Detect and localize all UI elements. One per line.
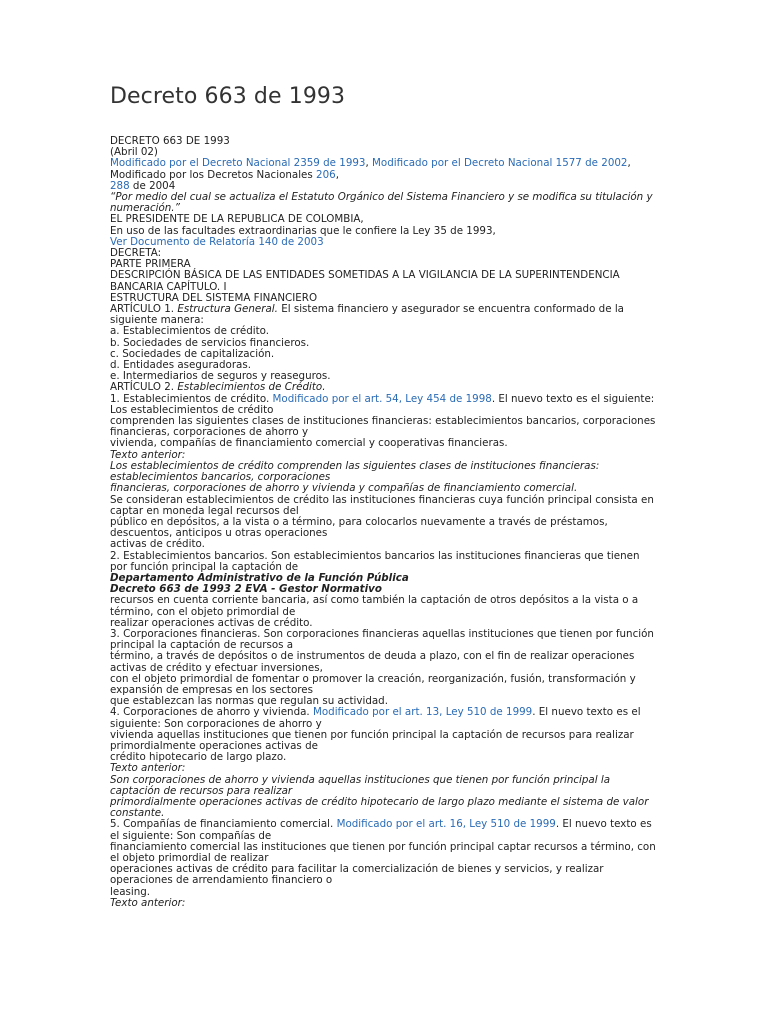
document-link[interactable]: Modificado por el art. 16, Ley 510 de 1999 bbox=[336, 818, 556, 831]
document-line: realizar operaciones activas de crédito. bbox=[110, 616, 313, 629]
document-line: primordialmente operaciones activas de crédito hipotecario de largo plazo mediante el sistema de valor constante. bbox=[110, 795, 649, 820]
document-line: operaciones activas de crédito para facilitar la comercialización de bienes y servicios, y realizar operaciones de arrendamiento financiero o bbox=[110, 863, 604, 887]
line-text: El sistema financiero y asegurador se encuentra conformado de la siguiente manera: bbox=[110, 303, 624, 327]
document-line: a. Establecimientos de crédito. bbox=[110, 325, 270, 338]
document-line: 2. Establecimientos bancarios. Son establecimientos bancarios las instituciones financieras que tienen por función principal la captación de bbox=[110, 549, 640, 573]
document-line: Departamento Administrativo de la Función Pública bbox=[110, 571, 409, 584]
document-line: “Por medio del cual se actualiza el Estatuto Orgánico del Sistema Financiero y se modifica su titulación y numeración.” bbox=[110, 191, 653, 215]
document-line bbox=[110, 707, 658, 729]
document-page bbox=[110, 84, 658, 909]
line-text: . El nuevo texto es el siguiente: Son corporaciones de ahorro y bbox=[110, 706, 641, 730]
document-line: término, a través de depósitos o de instrumentos de deuda a plazo, con el fin de realizar operaciones activas de crédito y efectuar inversiones, bbox=[110, 650, 635, 674]
line-text: de 2004 bbox=[129, 179, 176, 192]
document-line: e. Intermediarios de seguros y reaseguros. bbox=[110, 370, 331, 383]
document-link[interactable]: Ver Documento de Relatoría 140 de 2003 bbox=[110, 235, 324, 248]
document-line bbox=[110, 819, 658, 841]
document-line: Texto anterior: bbox=[110, 896, 186, 909]
document-line: Texto anterior: bbox=[110, 762, 186, 775]
document-line bbox=[110, 237, 658, 248]
document-line: 3. Corporaciones financieras. Son corporaciones financieras aquellas instituciones que tienen por función principal la captación de recursos a bbox=[110, 627, 654, 652]
document-line: b. Sociedades de servicios financieros. bbox=[110, 336, 310, 349]
line-text: . El nuevo texto es el siguiente: Son compañías de bbox=[110, 818, 652, 842]
document-link[interactable]: 206 bbox=[316, 168, 336, 181]
document-line: leasing. bbox=[110, 885, 151, 898]
document-line: Los establecimientos de crédito comprenden las siguientes clases de instituciones financieras: establecimientos bancarios, corporaciones bbox=[110, 459, 600, 484]
document-line: DECRETA: bbox=[110, 247, 162, 260]
document-line bbox=[110, 304, 658, 326]
document-line: DECRETO 663 DE 1993 bbox=[110, 135, 230, 147]
document-line: PARTE PRIMERA bbox=[110, 258, 191, 271]
document-link[interactable]: Modificado por el art. 54, Ley 454 de 1998 bbox=[272, 392, 492, 405]
line-text: 1. Establecimientos de crédito. bbox=[110, 392, 273, 405]
line-text: 5. Compañías de financiamiento comercial. bbox=[110, 818, 337, 831]
document-line: d. Entidades aseguradoras. bbox=[110, 359, 251, 372]
document-link[interactable]: Modificado por el Decreto Nacional 2359 de 1993 bbox=[110, 157, 366, 170]
document-line: vivienda, compañías de financiamiento comercial y cooperativas financieras. bbox=[110, 437, 508, 450]
line-text: , bbox=[365, 157, 373, 170]
document-line bbox=[110, 158, 658, 180]
document-line: c. Sociedades de capitalización. bbox=[110, 347, 275, 360]
document-body bbox=[110, 136, 658, 909]
line-text: Establecimientos de Crédito. bbox=[177, 381, 326, 394]
document-line: crédito hipotecario de largo plazo. bbox=[110, 751, 287, 764]
document-line: con el objeto primordial de fomentar o promover la creación, reorganización, fusión, transformación y expansión de empresas en los sectores bbox=[110, 672, 636, 696]
document-line: Son corporaciones de ahorro y vivienda aquellas instituciones que tienen por función principal la captación de recursos para realizar bbox=[110, 773, 611, 797]
document-link[interactable]: 288 bbox=[110, 179, 130, 192]
document-line: ESTRUCTURA DEL SISTEMA FINANCIERO bbox=[110, 291, 318, 304]
document-line: Se consideran establecimientos de crédito las instituciones financieras cuya función principal consista en captar en moneda legal recursos del bbox=[110, 493, 654, 517]
document-line: activas de crédito. bbox=[110, 538, 205, 551]
document-link[interactable]: Modificado por el art. 13, Ley 510 de 1999 bbox=[312, 706, 533, 719]
page-title: Decreto 663 de 1993 bbox=[110, 84, 346, 109]
document-line bbox=[110, 394, 658, 416]
document-line: financieras, corporaciones de ahorro y vivienda y compañías de financiamiento comercial. bbox=[110, 482, 578, 495]
document-link[interactable]: Modificado por el Decreto Nacional 1577 de 2002 bbox=[372, 157, 628, 170]
document-line: EL PRESIDENTE DE LA REPUBLICA DE COLOMBIA, bbox=[110, 213, 364, 226]
document-line: comprenden las siguientes clases de instituciones financieras: establecimientos bancarios, corporaciones financieras, corporaciones de ahorro y bbox=[110, 415, 656, 439]
line-text: . El nuevo texto es el siguiente: Los establecimientos de crédito bbox=[110, 392, 655, 416]
line-text: Estructura General. bbox=[177, 303, 278, 316]
document-line: financiamiento comercial las instituciones que tienen por función principal captar recursos a término, con el objeto primordial de realizar bbox=[110, 840, 656, 864]
document-line: (Abril 02) bbox=[110, 146, 158, 159]
line-text: ARTÍCULO 2. bbox=[110, 381, 178, 394]
line-text: , Modificado por los Decretos Nacionales bbox=[110, 157, 631, 181]
document-line: que establezcan las normas que regulan su actividad. bbox=[110, 695, 388, 708]
document-line: público en depósitos, a la vista o a término, para colocarlos nuevamente a través de préstamos, descuentos, anticipos u otras operaciones bbox=[110, 515, 608, 540]
line-text: 4. Corporaciones de ahorro y vivienda. bbox=[110, 706, 313, 719]
document-line: Texto anterior: bbox=[110, 448, 186, 461]
document-line: DESCRIPCIÓN BÁSICA DE LAS ENTIDADES SOMETIDAS A LA VIGILANCIA DE LA SUPERINTENDENCIA BANCARIA CAPÍTULO. I bbox=[110, 269, 620, 293]
document-line: Decreto 663 de 1993 2 EVA - Gestor Normativo bbox=[110, 583, 382, 596]
line-text: ARTÍCULO 1. bbox=[110, 303, 178, 316]
document-line: En uso de las facultades extraordinarias que le confiere la Ley 35 de 1993, bbox=[110, 224, 496, 237]
document-line: recursos en cuenta corriente bancaria, así como también la captación de otros depósitos a la vista o a término, con el objeto primordial de bbox=[110, 594, 639, 618]
line-text: , bbox=[335, 168, 339, 181]
document-line: vivienda aquellas instituciones que tienen por función principal la captación de recursos para realizar primordialmente operaciones activas de bbox=[110, 728, 634, 752]
